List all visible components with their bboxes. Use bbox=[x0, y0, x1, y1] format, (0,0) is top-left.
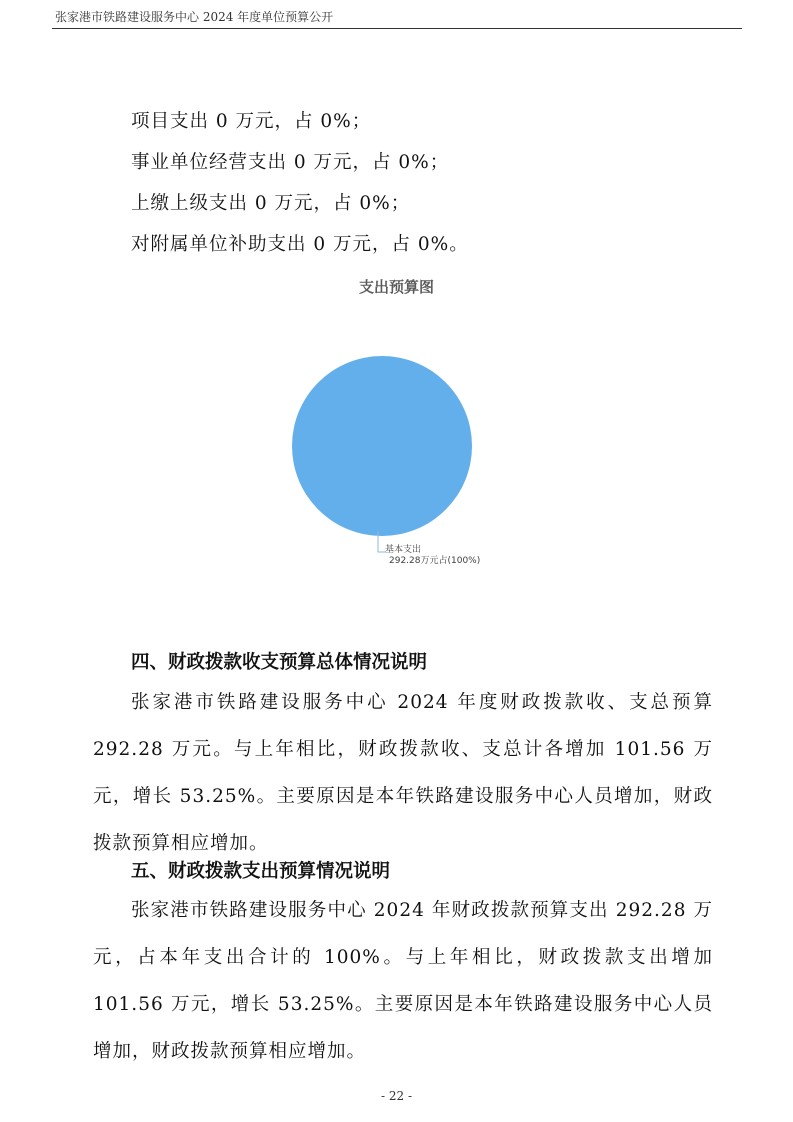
pie-slice-0 bbox=[292, 356, 472, 536]
pie-slices bbox=[292, 356, 472, 536]
section5-heading: 五、财政拨款支出预算情况说明 bbox=[131, 861, 391, 882]
list-item-business-expense: 事业单位经营支出 0 万元，占 0%； bbox=[131, 152, 450, 173]
page-number: - 22 - bbox=[380, 1089, 412, 1103]
page-header: 张家港市铁路建设服务中心 2024 年度单位预算公开 bbox=[55, 10, 334, 24]
list-item-superior-payment: 上缴上级支出 0 万元，占 0%； bbox=[131, 193, 411, 214]
chart-title: 支出预算图 bbox=[358, 278, 434, 296]
section5-body: 张家港市铁路建设服务中心 2024 年财政拨款预算支出 292.28 万元，占本年支出合计的 100%。与上年相比，财政拨款支出增加 101.56 万元，增长 53.25%。主要原因是本年铁路建设服务中心人员增加，财政拨款预算相应增加。 bbox=[93, 900, 713, 1062]
pie-slice-value: 292.28万元占(100%) bbox=[389, 556, 481, 566]
list-item-project-expense: 项目支出 0 万元，占 0%； bbox=[131, 111, 372, 132]
list-item-subsidiary-subsidy: 对附属单位补助支出 0 万元，占 0%。 bbox=[131, 234, 469, 255]
section4-body: 张家港市铁路建设服务中心 2024 年度财政拨款收、支总预算 292.28 万元。与上年相比，财政拨款收、支总计各增加 101.56 万元，增长 53.25%。主要原因是本年铁路建设服务中心人员增加，财政拨款预算相应增加。 bbox=[93, 692, 713, 854]
pie-slice-label: 基本支出 bbox=[385, 545, 422, 555]
section4-heading: 四、财政拨款收支预算总体情况说明 bbox=[131, 652, 428, 673]
